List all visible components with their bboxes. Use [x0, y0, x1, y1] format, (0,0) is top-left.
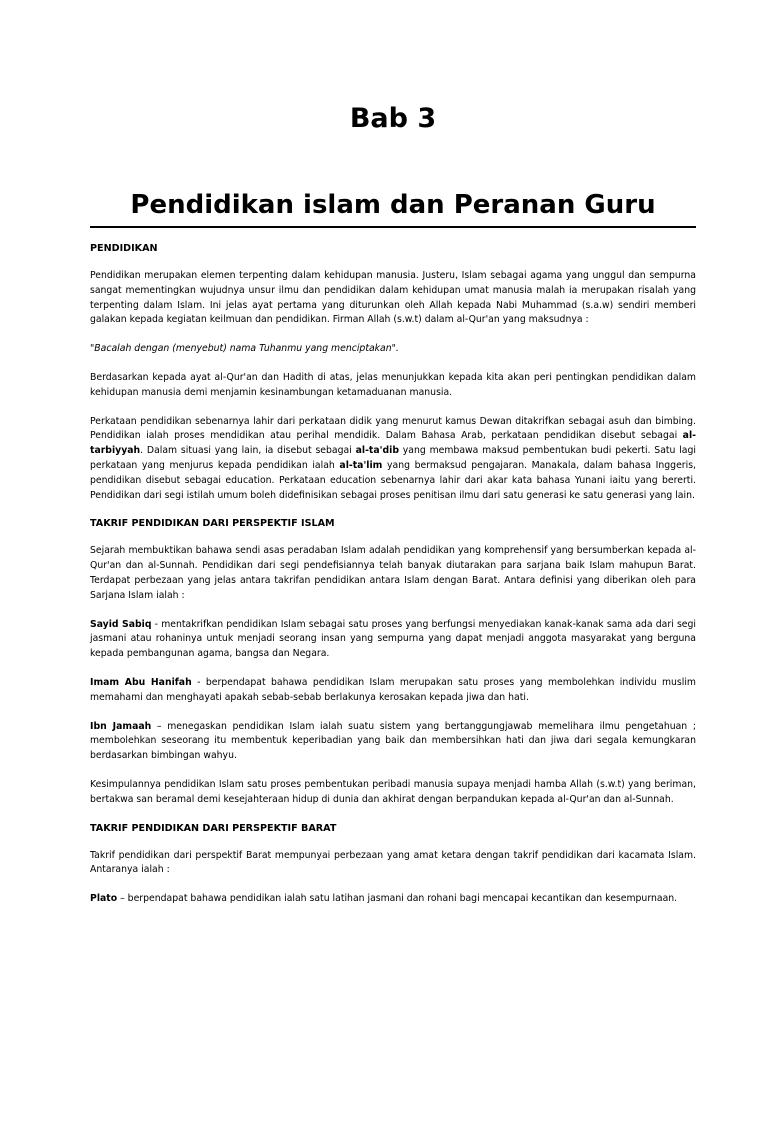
term-al-tadib: al-ta'dib	[355, 445, 399, 457]
scholar-name: Sayid Sabiq	[90, 618, 152, 630]
scholar-name: Plato	[90, 893, 118, 905]
definition-text: – menegaskan pendidikan Islam ialah suatu sistem yang bertanggungjawab memelihara ilmu pengetahuan ; membolehkan seseorang itu membentuk keperibadian yang baik dan membersihkan hati dan jiwa dari segala kemungkaran berdasarkan bimbingan wahyu.	[90, 720, 696, 762]
definition-text: – berpendapat bahawa pendidikan ialah satu latihan jasmani dan rohani bagi mencapai kecantikan dan kesempurnaan.	[117, 893, 678, 905]
scholar-name: Ibn Jamaah	[90, 720, 152, 732]
section-heading-barat: TAKRIF PENDIDIKAN DARI PERSPEKTIF BARAT	[90, 822, 337, 834]
definition-paragraph	[90, 720, 696, 764]
text-run: yang membawa maksud pembentukan budi pekerti. Satu lagi perkataan yang menjurus kepada pendidikan ialah	[90, 445, 696, 471]
document-page	[0, 104, 768, 1128]
definition-paragraph	[90, 618, 696, 662]
definition-paragraph	[90, 892, 696, 907]
term-al-talim: al-ta'lim	[339, 459, 383, 471]
quote: "Bacalah dengan (menyebut) nama Tuhanmu yang menciptakan".	[90, 343, 399, 355]
text-run: yang bermaksud pengajaran. Manakala, dalam bahasa Inggeris, pendidikan disebut sebagai education. Perkataan education sebenarnya lahir dari akar kata bahasa Yunani iaitu yang bererti. Pendidikan dari segi istilah umum boleh didefinisikan sebagai proses penitisan ilmu dari satu generasi ke satu generasi yang lain.	[90, 459, 696, 501]
scholar-name: Imam Abu Hanifah	[90, 676, 192, 688]
definition-paragraph	[90, 676, 696, 706]
definition-text: - mentakrifkan pendidikan Islam sebagai satu proses yang berfungsi menyediakan kanak-kanak sama ada dari segi jasmani atau rohaninya untuk menjadi seorang insan yang sempurna yang dapat menjadi anggota masyarakat yang berguna kepada pembangunan agama, bangsa dan Negara.	[90, 618, 697, 660]
paragraph: Berdasarkan kepada ayat al-Qur'an dan Hadith di atas, jelas menunjukkan kepada kita akan peri pentingkan pendidikan dalam kehidupan manusia demi menjamin kesinambungan ketamaduanan manusia.	[90, 371, 696, 398]
paragraph: Kesimpulannya pendidikan Islam satu proses pembentukan peribadi manusia supaya menjadi hamba Allah (s.w.t) yang beriman, bertakwa san beramal demi kesejahteraan hidup di dunia dan akhirat dengan berpandukan kepada al-Qur'an dan al-Sunnah.	[90, 778, 696, 805]
section-heading-islam: TAKRIF PENDIDIKAN DARI PERSPEKTIF ISLAM	[90, 518, 335, 530]
chapter-heading: Bab 3	[349, 103, 437, 134]
paragraph: Pendidikan merupakan elemen terpenting dalam kehidupan manusia. Justeru, Islam sebagai agama yang unggul dan sempurna sangat mementingkan wujudnya unsur ilmu dan pendidikan dalam kehidupan umat manusia malah ia merupakan risalah yang terpenting dalam Islam. Ini jelas ayat pertama yang diturunkan oleh Allah kepada Nabi Muhammad (s.a.w) sendiri memberi galakan kepada kegiatan keilmuan dan pendidikan. Firman Allah (s.w.t) dalam al-Qur'an yang maksudnya :	[90, 270, 696, 326]
text-run: Perkataan pendidikan sebenarnya lahir dari perkataan didik yang menurut kamus Dewan ditakrifkan sebagai asuh dan bimbing. Pendidikan ialah proses mendidikan atau perihal mendidik. Dalam Bahasa Arab, perkataan pendidikan disebut sebagai	[90, 415, 696, 442]
text-run: . Dalam situasi yang lain, ia disebut sebagai	[140, 445, 356, 457]
definition-text: - berpendapat bahawa pendidikan Islam merupakan satu proses yang membolehkan individu muslim memahami dan menghayati apakah sebab-sebab berlakunya kerosakan kepada jiwa dan hati.	[90, 676, 696, 703]
section-heading-pendidikan: PENDIDIKAN	[90, 243, 158, 254]
paragraph	[90, 415, 696, 504]
paragraph: Sejarah membuktikan bahawa sendi asas peradaban Islam adalah pendidikan yang komprehensif yang bersumberkan kepada al-Qur'an dan al-Sunnah. Pendidikan dari segi pendefisiannya telah banyak diutarakan para sarjana baik Islam mahupun Barat. Terdapat perbezaan yang jelas antara takrifan pendidikan antara Islam dengan Barat. Antara definisi yang diberikan oleh para Sarjana Islam ialah :	[90, 545, 696, 601]
paragraph: Takrif pendidikan dari perspektif Barat mempunyai perbezaan yang amat ketara dengan takrif pendidikan dari kacamata Islam. Antaranya ialah :	[90, 849, 696, 876]
chapter-title: Pendidikan islam dan Peranan Guru	[90, 190, 696, 228]
term-al-tarbiyyah: al-tarbiyyah	[90, 430, 696, 457]
